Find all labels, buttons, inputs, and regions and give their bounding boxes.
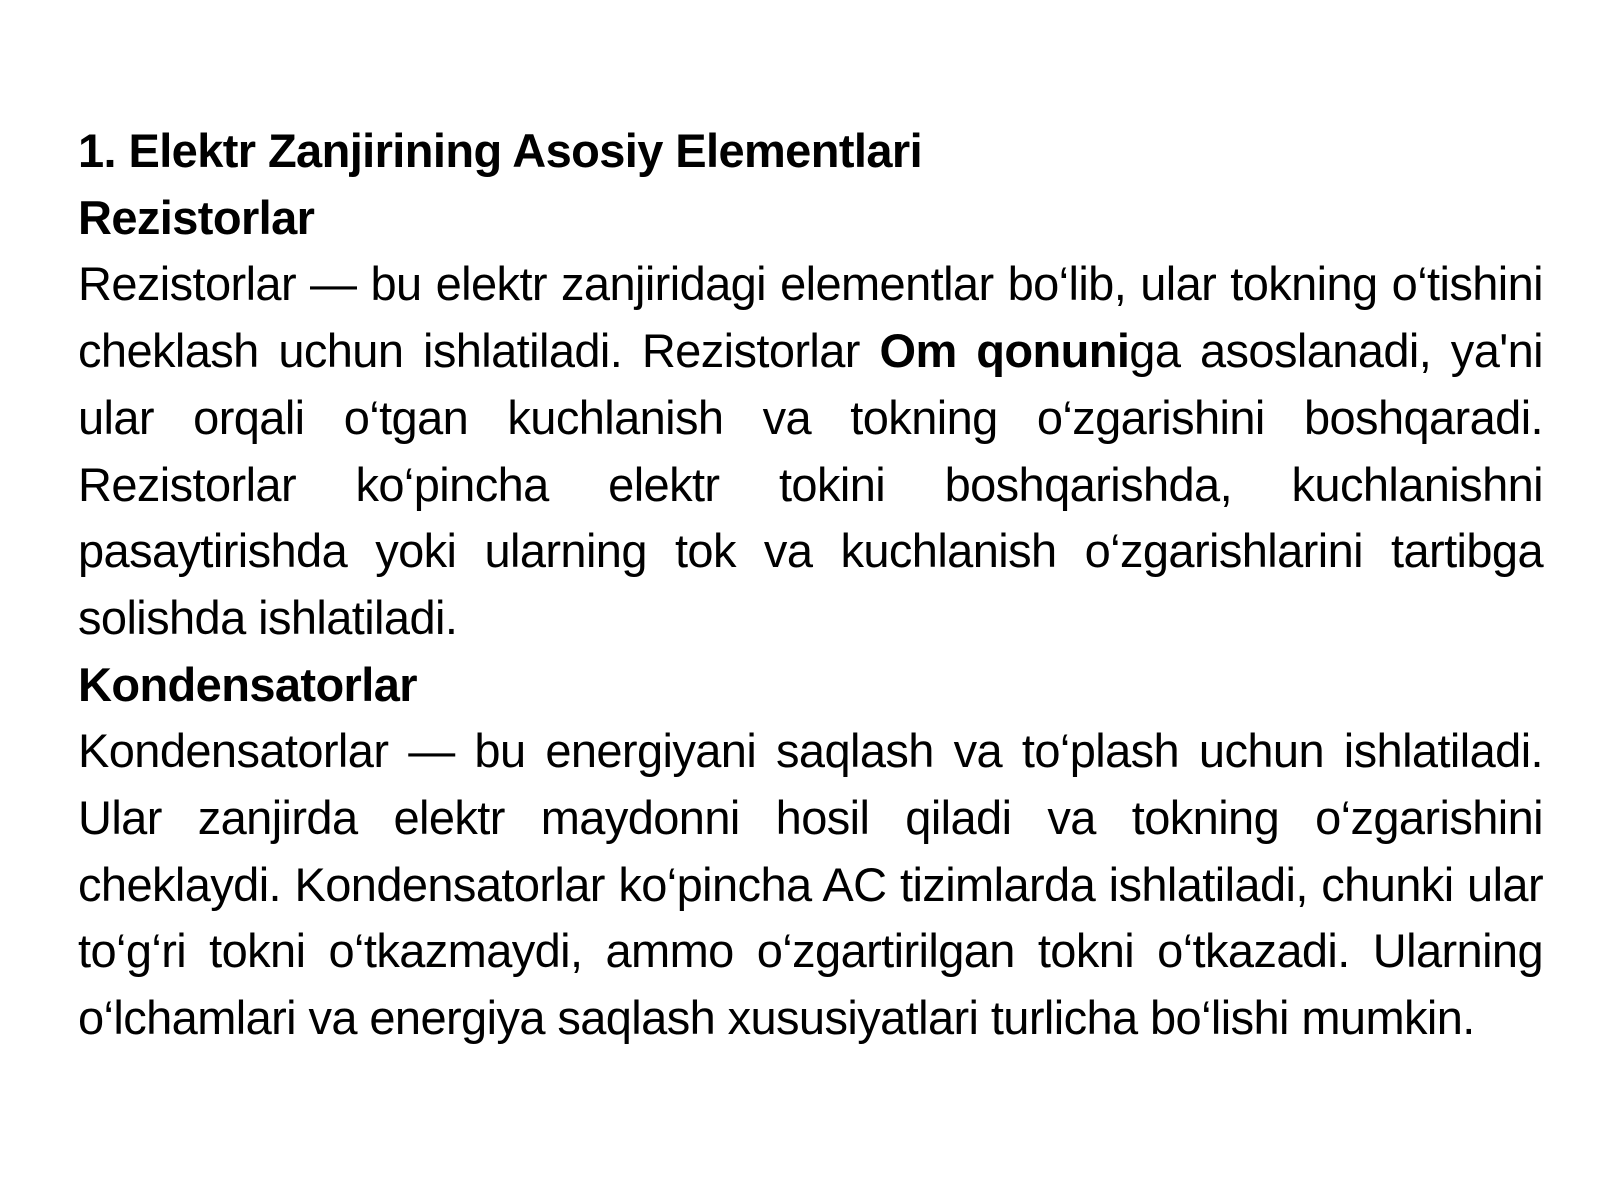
- capacitors-heading: Kondensatorlar: [78, 657, 417, 711]
- section-title: 1. Elektr Zanjirining Asosiy Elementlari: [78, 124, 923, 177]
- ohms-law-term: Om qonuni: [879, 324, 1130, 378]
- resistors-heading: Rezistorlar: [78, 190, 315, 244]
- resistors-text-after: ga asoslanadi, ya'ni ular orqali o‘tgan kuchlanish va tokning o‘zgarishini boshqaradi. Rezistorlar ko‘pincha elektr tokini boshqarishda, kuchlanishni pasaytirishda yoki ularning tok va kuchlanish o‘zgarishlarini tartibga solishda ishlatiladi.: [78, 324, 1543, 644]
- resistors-text-before: Rezistorlar — bu elektr zanjiridagi elementlar bo‘lib, ular tokning o‘tishini cheklash uchun ishlatiladi. Rezistorlar: [78, 257, 1543, 378]
- slide-content: [78, 118, 1543, 1052]
- capacitors-paragraph: Kondensatorlar — bu energiyani saqlash va to‘plash uchun ishlatiladi. Ular zanjirda elektr maydonni hosil qiladi va tokning o‘zgarishini cheklaydi. Kondensatorlar ko‘pincha AC tizimlarda ishlatiladi, chunki ular to‘g‘ri tokni o‘tkazmaydi, ammo o‘zgartirilgan tokni o‘tkazadi. Ularning o‘lchamlari va energiya saqlash xususiyatlari turlicha bo‘lishi mumkin.: [78, 724, 1543, 1045]
- resistors-paragraph: [78, 251, 1543, 651]
